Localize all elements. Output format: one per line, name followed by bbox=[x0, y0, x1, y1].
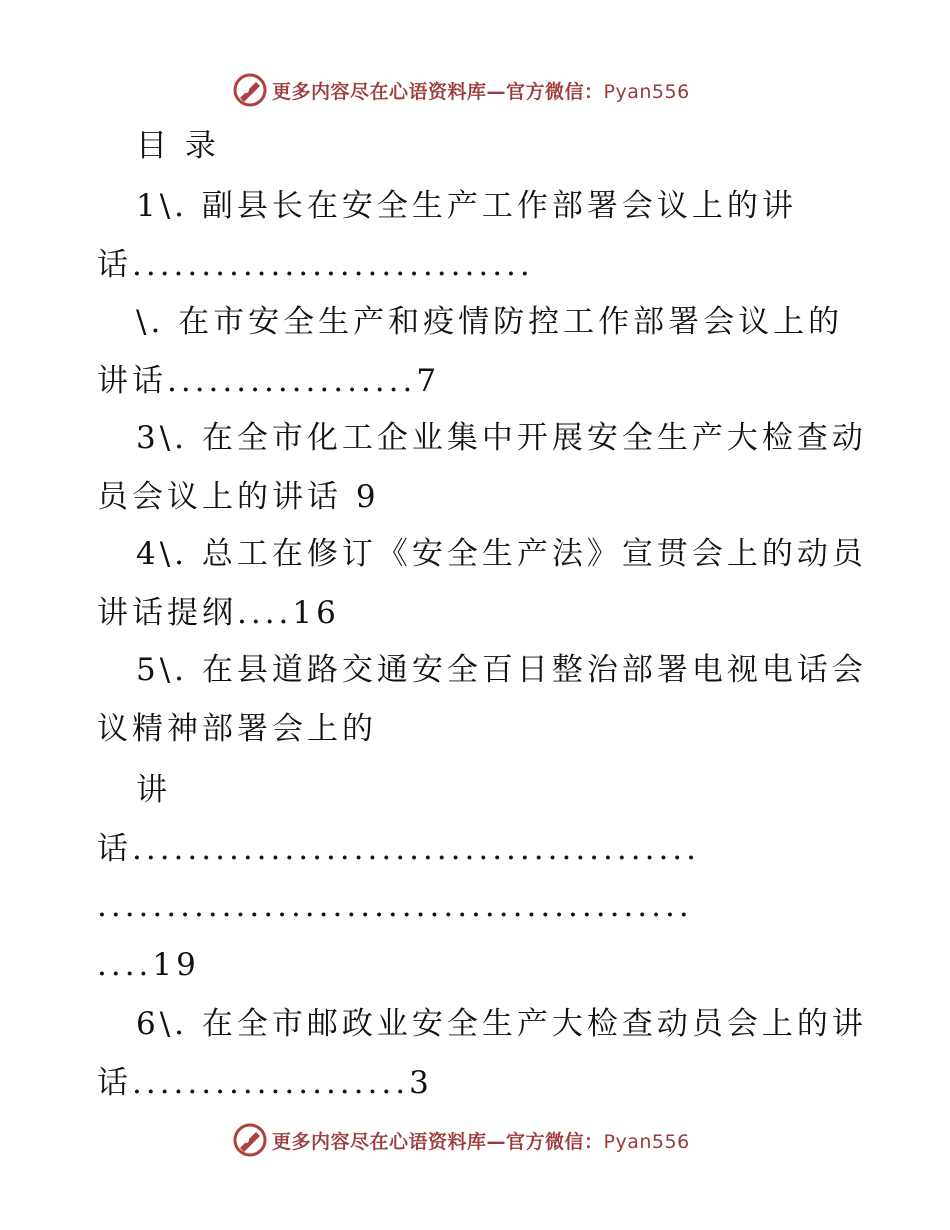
toc-line: 员会议上的讲话 9 bbox=[97, 479, 380, 515]
toc-line: 讲 bbox=[136, 772, 171, 808]
toc-line: 讲话提纲....16 bbox=[97, 595, 340, 631]
pen-logo-icon bbox=[232, 1122, 268, 1158]
watermark-banner-top bbox=[232, 70, 690, 110]
toc-line: ........................................... bbox=[97, 888, 693, 924]
toc-line: 3\. 在全市化工企业集中开展安全生产大检查动 bbox=[136, 420, 867, 456]
watermark-text: 更多内容尽在心语资料库—官方微信：Pyan556 bbox=[272, 1130, 690, 1153]
toc-line: ....19 bbox=[97, 947, 200, 983]
toc-line: 4\. 总工在修订《安全生产法》宣贯会上的动员 bbox=[136, 536, 867, 572]
watermark-banner-bottom bbox=[232, 1120, 690, 1160]
watermark-text: 更多内容尽在心语资料库—官方微信：Pyan556 bbox=[272, 80, 690, 103]
toc-title: 目 录 bbox=[136, 128, 220, 164]
toc-line: 1\. 副县长在安全生产工作部署会议上的讲 bbox=[136, 188, 797, 224]
toc-line: 话....................3 bbox=[97, 1065, 433, 1101]
toc-line: 讲话..................7 bbox=[97, 363, 441, 399]
toc-line: \. 在市安全生产和疫情防控工作部署会议上的 bbox=[136, 304, 844, 340]
toc-line: 话............................. bbox=[97, 247, 534, 283]
toc-line: 5\. 在县道路交通安全百日整治部署电视电话会 bbox=[136, 652, 867, 688]
toc-line: 话......................................... bbox=[97, 831, 701, 867]
toc-line: 6\. 在全市邮政业安全生产大检查动员会上的讲 bbox=[136, 1006, 867, 1042]
toc-line: 议精神部署会上的 bbox=[97, 711, 377, 747]
pen-logo-icon bbox=[232, 72, 268, 108]
